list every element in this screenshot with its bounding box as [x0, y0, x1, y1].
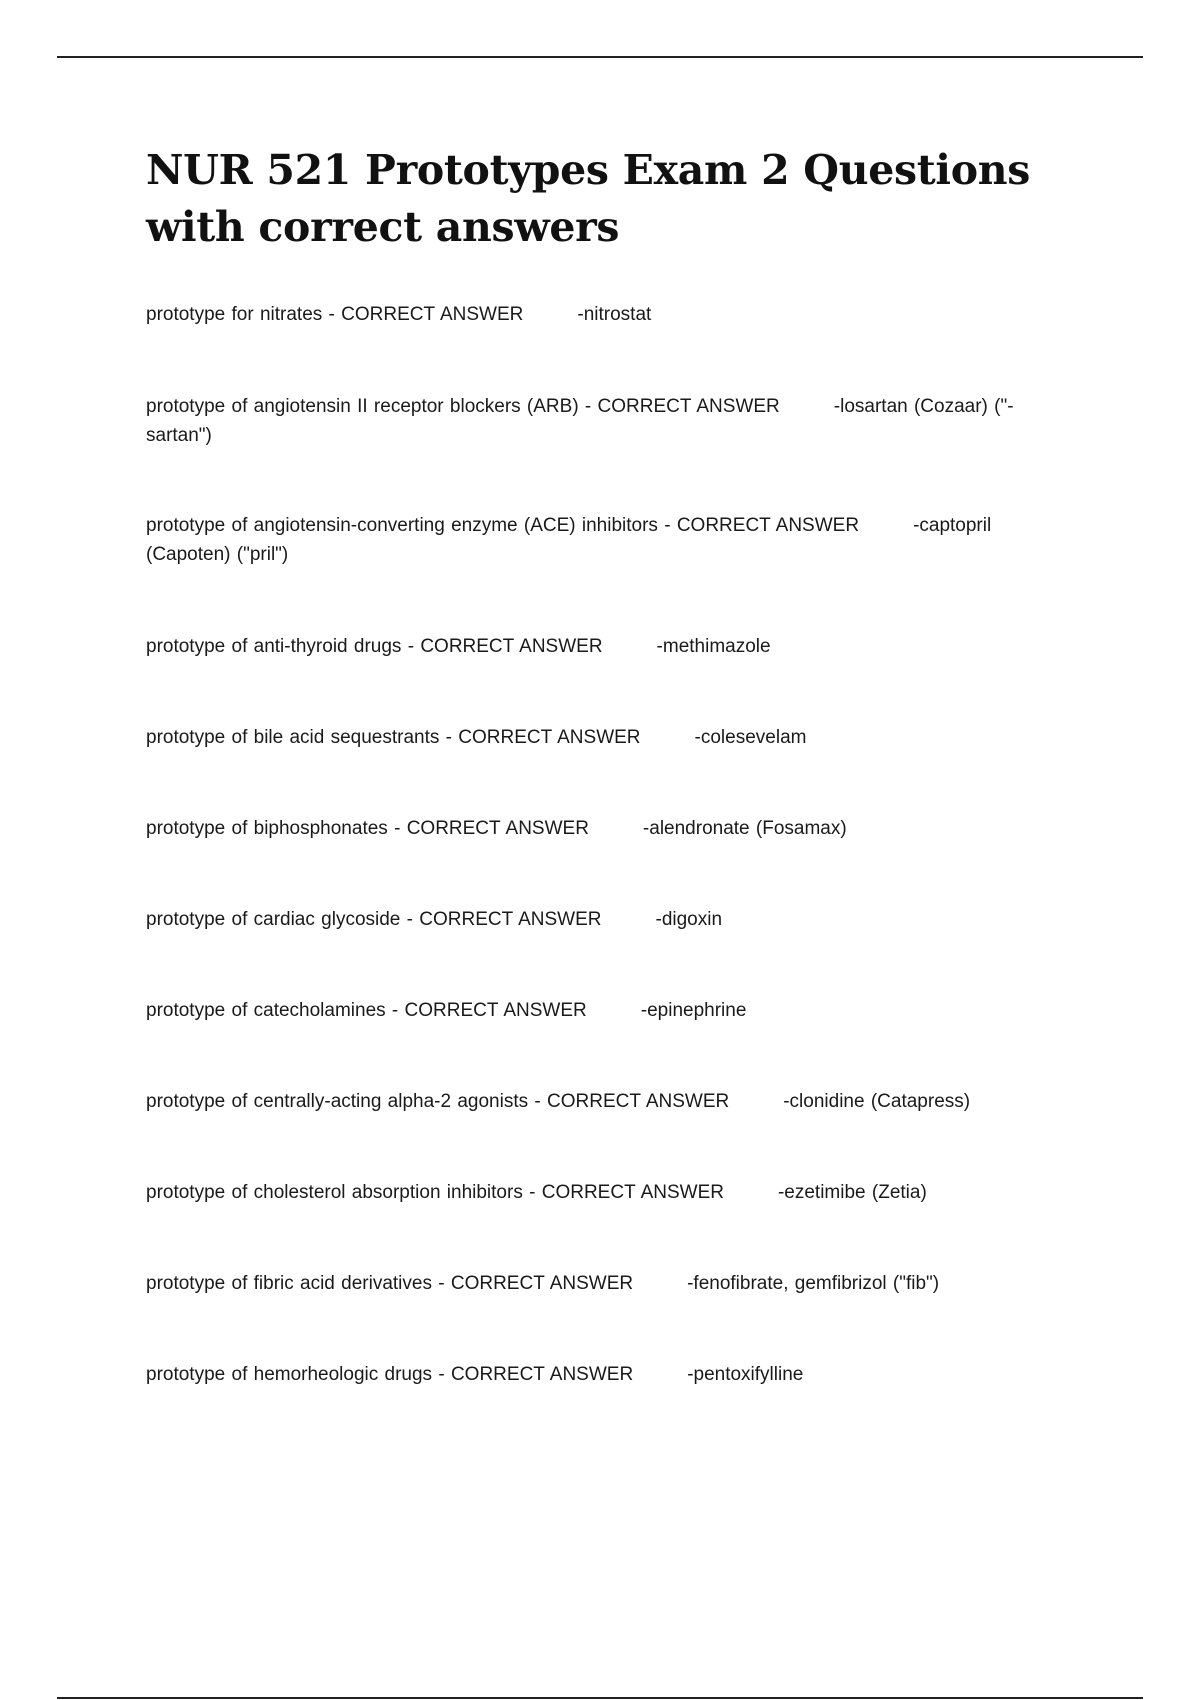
qa-item	[146, 723, 1066, 752]
qa-marker: CORRECT ANSWER	[420, 636, 603, 657]
qa-marker: CORRECT ANSWER	[450, 1273, 634, 1294]
qa-item	[146, 300, 1066, 329]
qa-separator: -	[439, 727, 459, 748]
qa-separator: -	[522, 1182, 542, 1203]
qa-answer: -ezetimibe (Zetia)	[777, 1182, 927, 1203]
qa-answer: -losartan (Cozaar) ("-sartan")	[146, 396, 1014, 446]
qa-marker: CORRECT ANSWER	[450, 1364, 634, 1385]
qa-question: prototype of angiotensin-converting enzyme (ACE) inhibitors	[146, 515, 658, 536]
qa-marker: CORRECT ANSWER	[597, 396, 780, 417]
qa-separator: -	[657, 515, 677, 536]
qa-item	[146, 1087, 1066, 1116]
qa-marker: CORRECT ANSWER	[547, 1091, 730, 1112]
qa-answer: -fenofibrate, gemfibrizol ("fib")	[687, 1273, 940, 1294]
qa-question: prototype of hemorheologic drugs	[146, 1364, 433, 1385]
qa-question: prototype of fibric acid derivatives	[146, 1273, 432, 1294]
qa-separator: -	[387, 818, 407, 839]
qa-separator: -	[400, 909, 420, 930]
qa-question: prototype of cholesterol absorption inhibitors	[146, 1182, 523, 1203]
qa-question: prototype of anti-thyroid drugs	[146, 636, 402, 657]
qa-answer: -pentoxifylline	[687, 1364, 804, 1385]
qa-separator: -	[528, 1091, 547, 1112]
qa-marker: CORRECT ANSWER	[341, 304, 524, 325]
qa-item	[146, 1269, 1066, 1298]
qa-question: prototype for nitrates	[146, 304, 323, 325]
qa-item	[146, 1360, 1066, 1389]
qa-answer: -colesevelam	[694, 727, 807, 748]
qa-item	[146, 392, 1066, 450]
top-divider	[57, 56, 1143, 58]
qa-question: prototype of bile acid sequestrants	[146, 727, 440, 748]
qa-question: prototype of angiotensin II receptor blockers (ARB)	[146, 396, 579, 417]
qa-marker: CORRECT ANSWER	[406, 818, 589, 839]
qa-marker: CORRECT ANSWER	[419, 909, 602, 930]
qa-answer: -digoxin	[655, 909, 723, 930]
qa-separator: -	[578, 396, 598, 417]
qa-item	[146, 632, 1066, 661]
qa-marker: CORRECT ANSWER	[541, 1182, 724, 1203]
qa-answer: -nitrostat	[577, 304, 652, 325]
document-body	[146, 142, 1066, 256]
qa-answer: -clonidine (Catapress)	[783, 1091, 971, 1112]
qa-marker: CORRECT ANSWER	[404, 1000, 587, 1021]
qa-marker: CORRECT ANSWER	[676, 515, 860, 536]
qa-answer: -alendronate (Fosamax)	[642, 818, 847, 839]
qa-separator: -	[432, 1364, 451, 1385]
bottom-divider	[57, 1697, 1143, 1699]
document-title: NUR 521 Prototypes Exam 2 Questions with correct answers	[146, 146, 1031, 251]
qa-separator: -	[385, 1000, 405, 1021]
qa-answer: -captopril (Capoten) ("pril")	[146, 515, 992, 565]
qa-item	[146, 905, 1066, 934]
qa-separator: -	[431, 1273, 451, 1294]
qa-answer: -epinephrine	[640, 1000, 747, 1021]
qa-item	[146, 814, 1066, 843]
qa-question: prototype of biphosphonates	[146, 818, 388, 839]
qa-question: prototype of catecholamines	[146, 1000, 386, 1021]
qa-question: prototype of cardiac glycoside	[146, 909, 401, 930]
qa-question: prototype of centrally-acting alpha-2 agonists	[146, 1091, 529, 1112]
qa-marker: CORRECT ANSWER	[458, 727, 641, 748]
qa-separator: -	[401, 636, 421, 657]
qa-item	[146, 996, 1066, 1025]
qa-item	[146, 1178, 1066, 1207]
qa-answer: -methimazole	[656, 636, 771, 657]
qa-item	[146, 511, 1066, 569]
qa-separator: -	[322, 304, 342, 325]
